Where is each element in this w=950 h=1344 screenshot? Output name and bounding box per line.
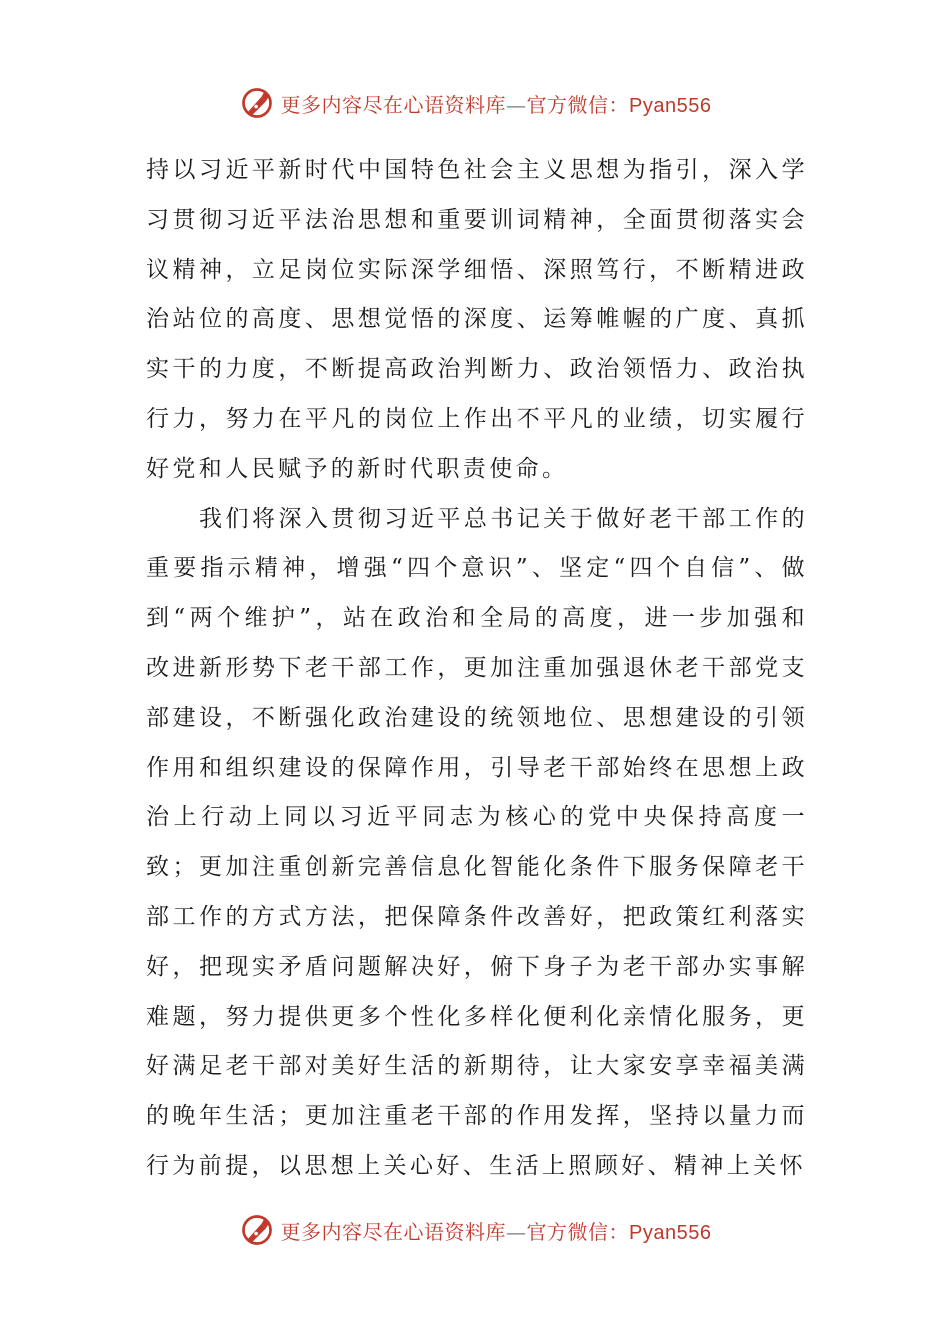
document-body	[146, 146, 808, 1192]
pen-nib-logo-icon	[239, 1212, 275, 1248]
footer-separator: —	[506, 1219, 527, 1244]
header-text	[281, 89, 712, 118]
footer-wechat-id: Pyan556	[629, 1221, 712, 1244]
header-banner	[0, 83, 950, 123]
footer-brand: 更多内容尽在心语资料库	[280, 1219, 507, 1244]
footer-text	[281, 1216, 712, 1245]
pen-nib-logo-icon	[239, 85, 275, 121]
footer-contact-label: 官方微信：	[526, 1219, 630, 1244]
header-wechat-id: Pyan556	[629, 94, 712, 117]
header-brand: 更多内容尽在心语资料库	[280, 92, 507, 117]
paragraph-2: 我们将深入贯彻习近平总书记关于做好老干部工作的重要指示精神，增强“四个意识”、坚定“四个自信”、做到“两个维护”，站在政治和全局的高度，进一步加强和改进新形势下老干部工作，更加注重加强退休老干部党支部建设，不断强化政治建设的统领地位、思想建设的引领作用和组织建设的保障作用，引导老干部始终在思想上政治上行动上同以习近平同志为核心的党中央保持高度一致；更加注重创新完善信息化智能化条件下服务保障老干部工作的方式方法，把保障条件改善好，把政策红利落实好，把现实矛盾问题解决好，俯下身子为老干部办实事解难题，努力提供更多个性化多样化便利化亲情化服务，更好满足老干部对美好生活的新期待，让大家安享幸福美满的晚年生活；更加注重老干部的作用发挥，坚持以量力而行为前提，以思想上关心好、生活上照顾好、精神上关怀	[146, 505, 808, 1179]
paragraph-1: 持以习近平新时代中国特色社会主义思想为指引，深入学习贯彻习近平法治思想和重要训词精神，全面贯彻落实会议精神，立足岗位实际深学细悟、深照笃行，不断精进政治站位的高度、思想觉悟的深度、运筹帷幄的广度、真抓实干的力度，不断提高政治判断力、政治领悟力、政治执行力，努力在平凡的岗位上作出不平凡的业绩，切实履行好党和人民赋予的新时代职责使命。	[146, 157, 808, 482]
header-separator: —	[506, 92, 527, 117]
footer-banner	[0, 1210, 950, 1250]
header-contact-label: 官方微信：	[526, 92, 630, 117]
